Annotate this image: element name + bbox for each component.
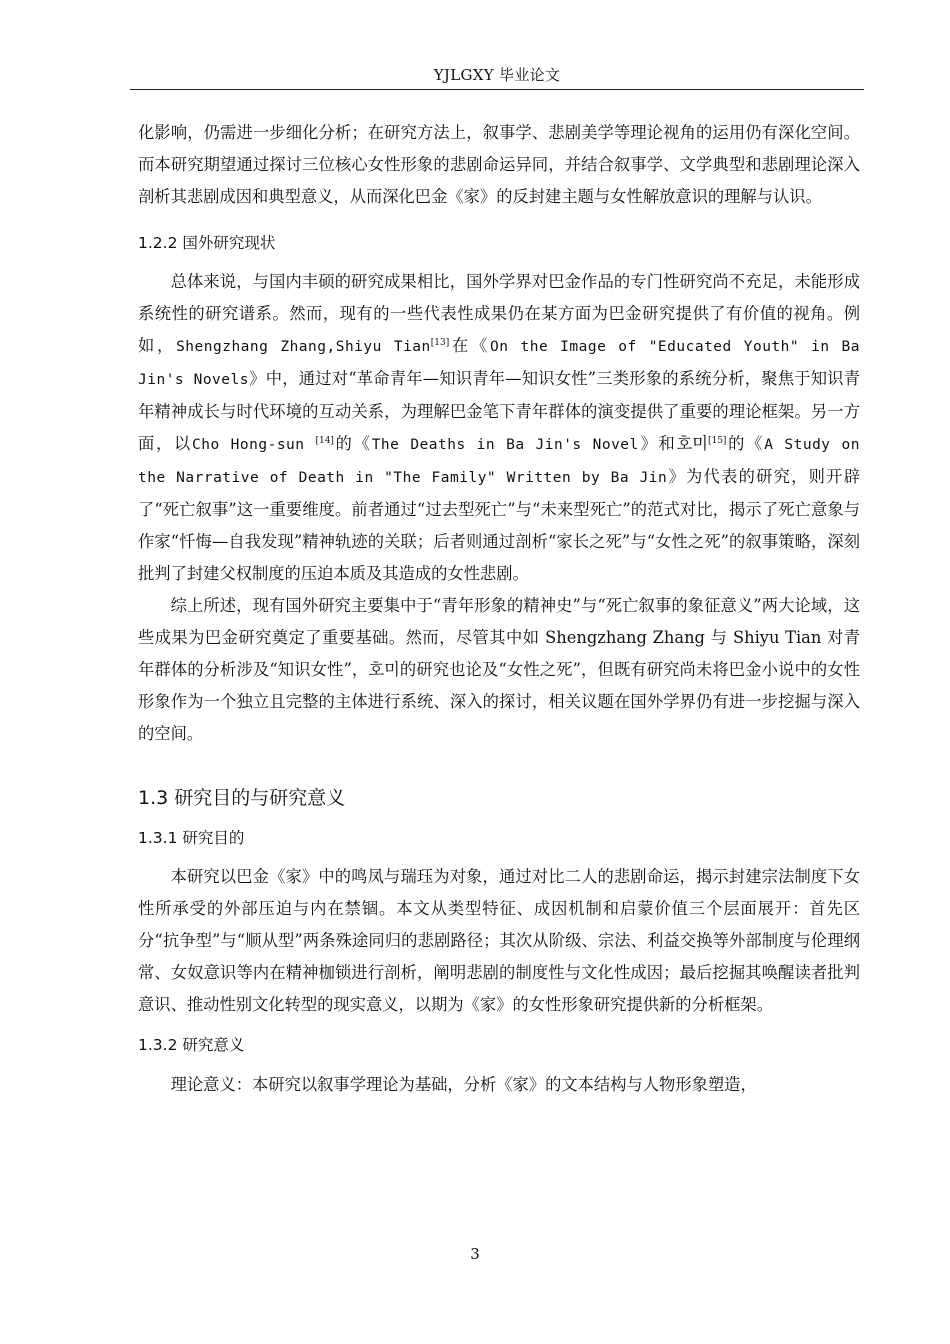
section-heading-1-3-1: 1.3.1 研究目的	[138, 829, 245, 847]
cited-title: A Study on the Narrative of Death in "The Family" Written by Ba Jin	[138, 437, 860, 486]
text-run: 的《	[333, 434, 372, 453]
text-run: 》和호미	[638, 434, 708, 453]
section-heading-1-2-2: 1.2.2 国外研究现状	[138, 234, 276, 252]
text-run: 》为代表的研究，则开辟了“死亡叙事”这一重要维度。前者通过“过去型死亡”与“未来型死亡”的范式对比，揭示了死亡意象与作家“忏悔—自我发现”精神轨迹的关联；后者则通过剖析“家长之死”与“女性之死”的叙事策略，深刻批判了封建父权制度的压迫本质及其造成的女性悲剧。	[138, 467, 860, 583]
section-heading-1-3: 1.3 研究目的与研究意义	[138, 787, 346, 809]
text-run: 在《	[449, 336, 491, 355]
page-body	[138, 117, 860, 1101]
running-header: YJLGXY 毕业论文	[433, 66, 561, 84]
cited-title: The Deaths in Ba Jin's Novel	[371, 437, 639, 453]
paragraph-summary: 综上所述，现有国外研究主要集中于“青年形象的精神史”与“死亡叙事的象征意义”两大论域，这些成果为巴金研究奠定了重要基础。然而，尽管其中如 Shengzhang Zhang 与 Shiyu Tian 对青年群体的分析涉及“知识女性”，호미的研究也论及“女性之死”，但既有研究尚未将巴金小说中的女性形象作为一个独立且完整的主体进行系统、深入的探讨，相关议题在国外学界仍有进一步挖掘与深入的空间。	[138, 596, 860, 743]
text-run: 》中，通过对“革命青年—知识青年—知识女性”三类形象的系统分析，聚焦于知识青年精神成长与时代环境的互动关系，为理解巴金笔下青年群体的演变提供了重要的理论框架。另一方面，以	[138, 369, 860, 453]
text-run: 总体来说，与国内丰硕的研究成果相比，国外学界对巴金作品的专门性研究尚不充足，未能形成系统性的研究谱系。然而，现有的一些代表性成果仍在某方面为巴金研究提供了有价值的视角。例如，	[138, 272, 860, 355]
cited-title: On the Image of "Educated Youth" in Ba Jin's Novels	[138, 339, 860, 388]
author-name: Cho Hong-sun	[192, 437, 316, 453]
page-number: 3	[470, 1245, 480, 1263]
paragraph-continued: 化影响，仍需进一步细化分析；在研究方法上，叙事学、悲剧美学等理论视角的运用仍有深化空间。而本研究期望通过探讨三位核心女性形象的悲剧命运异同，并结合叙事学、文学典型和悲剧理论深入剖析其悲剧成因和典型意义，从而深化巴金《家》的反封建主题与女性解放意识的理解与认识。	[138, 123, 860, 206]
author-names: Shengzhang Zhang,Shiyu Tian	[176, 339, 431, 355]
paragraph-research-purpose: 本研究以巴金《家》中的鸣凤与瑞珏为对象，通过对比二人的悲剧命运，揭示封建宗法制度下女性所承受的外部压迫与内在禁锢。本文从类型特征、成因机制和启蒙价值三个层面展开：首先区分“抗争型”与“顺从型”两条殊途同归的悲剧路径；其次从阶级、宗法、利益交换等外部制度与伦理纲常、女奴意识等内在精神枷锁进行剖析，阐明悲剧的制度性与文化性成因；最后挖掘其唤醒读者批判意识、推动性别文化转型的现实意义，以期为《家》的女性形象研究提供新的分析框架。	[138, 867, 860, 1014]
text-run: 的《	[726, 434, 765, 453]
citation-ref-15: [15]	[707, 436, 727, 446]
header-divider	[130, 89, 864, 90]
paragraph-foreign-research	[138, 266, 860, 590]
citation-ref-13: [13]	[430, 338, 450, 348]
section-heading-1-3-2: 1.3.2 研究意义	[138, 1036, 245, 1054]
paragraph-research-significance: 理论意义：本研究以叙事学理论为基础，分析《家》的文本结构与人物形象塑造，	[170, 1075, 757, 1094]
citation-ref-14: [14]	[315, 436, 334, 446]
